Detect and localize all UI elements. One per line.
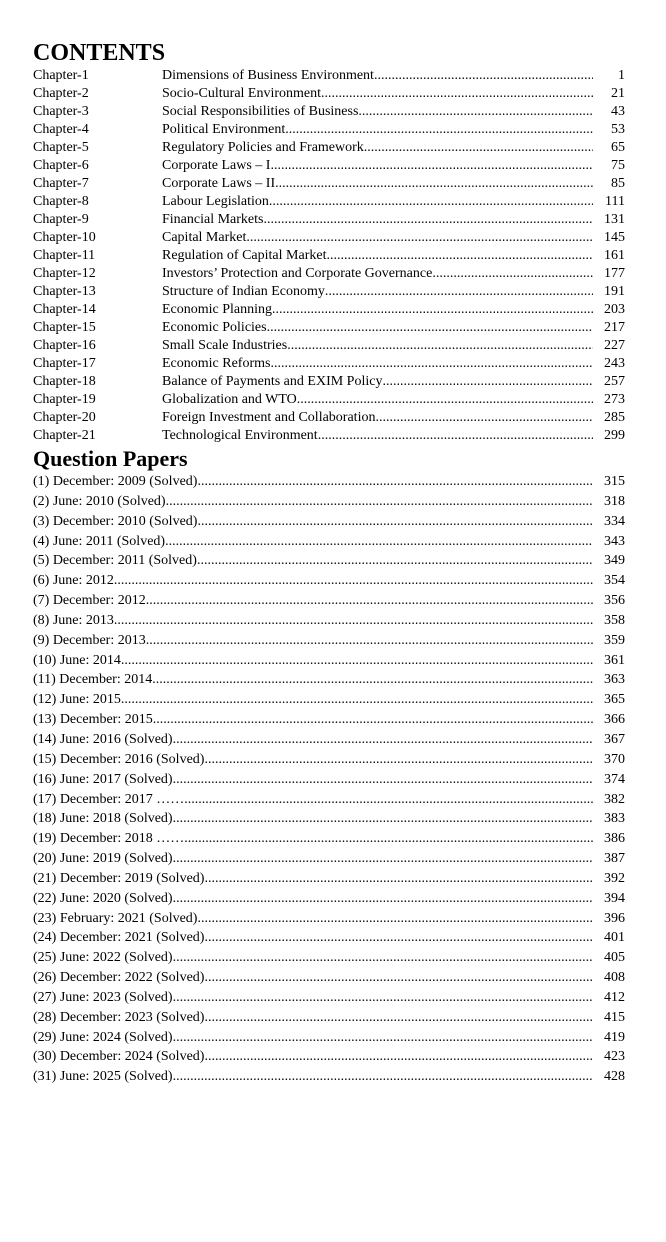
- chapter-entry[interactable]: [33, 337, 625, 355]
- chapter-title: Foreign Investment and Collaboration: [162, 410, 376, 425]
- chapter-label: Chapter-19: [33, 392, 96, 407]
- dot-leader: [146, 591, 593, 611]
- chapter-page-number: 1: [618, 68, 625, 83]
- chapter-label: Chapter-17: [33, 356, 96, 371]
- dot-leader: [197, 472, 593, 492]
- dot-leader: [146, 631, 593, 651]
- dot-leader: [432, 265, 593, 283]
- question-paper-entry[interactable]: [33, 869, 625, 889]
- chapter-entry[interactable]: [33, 265, 625, 283]
- question-paper-entry[interactable]: [33, 809, 625, 829]
- question-paper-entry[interactable]: [33, 631, 625, 651]
- dot-leader: [287, 337, 593, 355]
- chapter-label: Chapter-12: [33, 266, 96, 281]
- dot-leader: [173, 889, 593, 909]
- question-paper-entry[interactable]: [33, 512, 625, 532]
- chapter-entry[interactable]: [33, 193, 625, 211]
- question-paper-page-number: 374: [604, 771, 625, 787]
- dot-leader: [204, 968, 593, 988]
- question-paper-page-number: 365: [604, 692, 625, 708]
- question-papers-heading: Question Papers: [33, 446, 188, 471]
- chapter-page-number: 257: [604, 374, 625, 389]
- chapter-label: Chapter-1: [33, 68, 89, 83]
- chapter-title: Corporate Laws – II: [162, 176, 276, 191]
- chapter-entry[interactable]: [33, 175, 625, 193]
- dot-leader: [114, 611, 593, 631]
- dot-leader: [153, 710, 593, 730]
- chapter-title: Capital Market: [162, 230, 247, 245]
- chapter-page-number: 53: [611, 122, 625, 137]
- question-paper-entry[interactable]: [33, 591, 625, 611]
- question-paper-title: (26) December: 2022 (Solved): [33, 970, 205, 986]
- question-paper-title: (19) December: 2018 ……..: [33, 831, 192, 847]
- question-paper-entry[interactable]: [33, 532, 625, 552]
- dot-leader: [173, 809, 593, 829]
- chapter-title: Regulation of Capital Market: [162, 248, 327, 263]
- question-paper-page-number: 370: [604, 751, 625, 767]
- dot-leader: [325, 283, 593, 301]
- dot-leader: [165, 532, 593, 552]
- dot-leader: [326, 247, 593, 265]
- chapter-title: Balance of Payments and EXIM Policy: [162, 374, 383, 389]
- question-paper-entry[interactable]: [33, 988, 625, 1008]
- dot-leader: [173, 849, 593, 869]
- question-paper-title: (24) December: 2021 (Solved): [33, 930, 205, 946]
- question-paper-title: (1) December: 2009 (Solved): [33, 474, 198, 489]
- chapter-page-number: 217: [604, 320, 625, 335]
- dot-leader: [270, 355, 593, 373]
- chapter-label: Chapter-18: [33, 374, 96, 389]
- chapter-page-number: 161: [604, 248, 625, 263]
- question-paper-page-number: 392: [604, 870, 625, 886]
- chapter-title: Small Scale Industries: [162, 338, 288, 353]
- question-paper-page-number: 334: [604, 513, 625, 529]
- question-paper-title: (12) June: 2015: [33, 692, 121, 708]
- dot-leader: [204, 869, 593, 889]
- dot-leader: [263, 211, 593, 229]
- dot-leader: [173, 1028, 593, 1048]
- question-paper-page-number: 401: [604, 930, 625, 946]
- question-paper-title: (7) December: 2012: [33, 593, 146, 609]
- dot-leader: [204, 1047, 593, 1067]
- chapter-label: Chapter-10: [33, 230, 96, 245]
- question-paper-title: (28) December: 2023 (Solved): [33, 1009, 205, 1025]
- question-paper-entry[interactable]: [33, 829, 625, 849]
- question-paper-entry[interactable]: [33, 909, 625, 929]
- question-paper-page-number: 386: [604, 831, 625, 847]
- question-paper-page-number: 359: [604, 632, 625, 648]
- question-paper-title: (4) June: 2011 (Solved): [33, 533, 166, 549]
- question-paper-entry[interactable]: [33, 770, 625, 790]
- dot-leader: [246, 229, 593, 247]
- chapter-label: Chapter-16: [33, 338, 96, 353]
- chapter-page-number: 43: [611, 104, 625, 119]
- question-paper-title: (11) December: 2014: [33, 672, 153, 688]
- chapter-title: Structure of Indian Economy: [162, 284, 325, 299]
- question-paper-page-number: 358: [604, 612, 625, 628]
- question-paper-title: (10) June: 2014: [33, 652, 121, 668]
- chapter-entry[interactable]: [33, 391, 625, 409]
- question-paper-entry[interactable]: [33, 1008, 625, 1028]
- question-paper-title: (8) June: 2013: [33, 612, 114, 628]
- dot-leader: [382, 373, 593, 391]
- contents-heading: CONTENTS: [33, 40, 166, 66]
- question-paper-page-number: 412: [604, 989, 625, 1005]
- dot-leader: [191, 790, 593, 810]
- chapter-entry[interactable]: [33, 373, 625, 391]
- question-paper-page-number: 394: [604, 890, 625, 906]
- question-paper-page-number: 382: [604, 791, 625, 807]
- chapter-page-number: 131: [604, 212, 625, 227]
- question-paper-title: (16) June: 2017 (Solved): [33, 771, 173, 787]
- dot-leader: [297, 391, 593, 409]
- chapter-page-number: 227: [604, 338, 625, 353]
- chapter-entry[interactable]: [33, 247, 625, 265]
- question-paper-title: (17) December: 2017 ……..: [33, 791, 192, 807]
- dot-leader: [204, 928, 593, 948]
- chapter-title: Dimensions of Business Environment: [162, 68, 374, 83]
- question-paper-entry[interactable]: [33, 928, 625, 948]
- question-paper-page-number: 349: [604, 553, 625, 569]
- question-paper-title: (13) December: 2015: [33, 712, 153, 728]
- dot-leader: [275, 175, 593, 193]
- question-paper-entry[interactable]: [33, 571, 625, 591]
- question-paper-entry[interactable]: [33, 889, 625, 909]
- question-paper-entry[interactable]: [33, 472, 625, 492]
- chapter-page-number: 21: [611, 86, 625, 101]
- question-paper-page-number: 318: [604, 493, 625, 509]
- dot-leader: [152, 670, 593, 690]
- dot-leader: [318, 427, 593, 445]
- dot-leader: [375, 409, 593, 427]
- question-paper-title: (20) June: 2019 (Solved): [33, 851, 173, 867]
- question-paper-title: (21) December: 2019 (Solved): [33, 870, 205, 886]
- chapter-entry[interactable]: [33, 103, 625, 121]
- chapter-label: Chapter-8: [33, 194, 89, 209]
- chapter-title: Financial Markets: [162, 212, 264, 227]
- chapter-entry[interactable]: [33, 211, 625, 229]
- chapter-label: Chapter-5: [33, 140, 89, 155]
- dot-leader: [285, 121, 593, 139]
- chapter-label: Chapter-3: [33, 104, 89, 119]
- question-paper-page-number: 423: [604, 1049, 625, 1065]
- chapter-title: Labour Legislation: [162, 194, 269, 209]
- chapter-entry[interactable]: [33, 301, 625, 319]
- question-paper-page-number: 383: [604, 811, 625, 827]
- question-paper-title: (9) December: 2013: [33, 632, 146, 648]
- chapter-entry[interactable]: [33, 319, 625, 337]
- chapter-label: Chapter-20: [33, 410, 96, 425]
- chapter-label: Chapter-9: [33, 212, 89, 227]
- chapter-page-number: 111: [605, 194, 625, 209]
- question-paper-entry[interactable]: [33, 670, 625, 690]
- chapter-label: Chapter-21: [33, 428, 96, 443]
- dot-leader: [358, 103, 593, 121]
- dot-leader: [173, 730, 593, 750]
- question-paper-page-number: 387: [604, 851, 625, 867]
- chapter-page-number: 285: [604, 410, 625, 425]
- dot-leader: [173, 1067, 593, 1087]
- question-paper-title: (15) December: 2016 (Solved): [33, 751, 205, 767]
- dot-leader: [121, 651, 593, 671]
- question-paper-title: (31) June: 2025 (Solved): [33, 1069, 173, 1085]
- question-paper-page-number: 367: [604, 731, 625, 747]
- dot-leader: [197, 909, 593, 929]
- dot-leader: [166, 492, 593, 512]
- chapter-page-number: 243: [604, 356, 625, 371]
- chapter-title: Socio-Cultural Environment: [162, 86, 322, 101]
- question-paper-entry[interactable]: [33, 1028, 625, 1048]
- chapter-title: Globalization and WTO: [162, 392, 297, 407]
- chapter-entry[interactable]: [33, 355, 625, 373]
- question-paper-entry[interactable]: [33, 1047, 625, 1067]
- dot-leader: [364, 139, 593, 157]
- dot-leader: [204, 750, 593, 770]
- question-paper-page-number: 366: [604, 712, 625, 728]
- chapter-page-number: 299: [604, 428, 625, 443]
- question-paper-entry[interactable]: [33, 710, 625, 730]
- question-paper-title: (14) June: 2016 (Solved): [33, 731, 173, 747]
- question-paper-title: (18) June: 2018 (Solved): [33, 811, 173, 827]
- question-paper-title: (2) June: 2010 (Solved): [33, 493, 166, 509]
- question-paper-page-number: 408: [604, 970, 625, 986]
- dot-leader: [374, 67, 593, 85]
- question-paper-entry[interactable]: [33, 790, 625, 810]
- chapter-title: Economic Policies: [162, 320, 267, 335]
- dot-leader: [121, 690, 593, 710]
- chapter-entry[interactable]: [33, 121, 625, 139]
- chapter-label: Chapter-13: [33, 284, 96, 299]
- chapter-title: Corporate Laws – I: [162, 158, 271, 173]
- dot-leader: [321, 85, 593, 103]
- question-paper-title: (5) December: 2011 (Solved): [33, 553, 197, 569]
- chapter-page-number: 75: [611, 158, 625, 173]
- chapter-title: Technological Environment: [162, 428, 318, 443]
- chapter-page-number: 191: [604, 284, 625, 299]
- chapter-page-number: 203: [604, 302, 625, 317]
- chapter-title: Political Environment: [162, 122, 286, 137]
- question-paper-page-number: 315: [604, 474, 625, 489]
- chapter-label: Chapter-2: [33, 86, 89, 101]
- question-paper-entry[interactable]: [33, 690, 625, 710]
- question-paper-entry[interactable]: [33, 948, 625, 968]
- question-paper-title: (29) June: 2024 (Solved): [33, 1029, 173, 1045]
- question-paper-page-number: 363: [604, 672, 625, 688]
- question-paper-entry[interactable]: [33, 1067, 625, 1087]
- dot-leader: [114, 571, 593, 591]
- chapter-label: Chapter-15: [33, 320, 96, 335]
- question-paper-title: (25) June: 2022 (Solved): [33, 950, 173, 966]
- question-paper-title: (23) February: 2021 (Solved): [33, 910, 198, 926]
- chapter-entry[interactable]: [33, 283, 625, 301]
- dot-leader: [272, 301, 593, 319]
- chapter-page-number: 85: [611, 176, 625, 191]
- dot-leader: [197, 551, 593, 571]
- chapter-title: Investors’ Protection and Corporate Governance: [162, 266, 433, 281]
- question-paper-page-number: 343: [604, 533, 625, 549]
- chapter-page-number: 177: [604, 266, 625, 281]
- dot-leader: [191, 829, 593, 849]
- chapter-list: [33, 67, 625, 445]
- dot-leader: [269, 193, 593, 211]
- chapter-title: Regulatory Policies and Framework: [162, 140, 364, 155]
- question-paper-title: (22) June: 2020 (Solved): [33, 890, 173, 906]
- question-paper-page-number: 428: [604, 1069, 625, 1085]
- chapter-title: Economic Reforms: [162, 356, 271, 371]
- chapter-label: Chapter-14: [33, 302, 96, 317]
- question-paper-entry[interactable]: [33, 968, 625, 988]
- question-paper-page-number: 405: [604, 950, 625, 966]
- chapter-entry[interactable]: [33, 67, 625, 85]
- question-paper-title: (6) June: 2012: [33, 573, 114, 589]
- question-paper-page-number: 361: [604, 652, 625, 668]
- chapter-label: Chapter-11: [33, 248, 96, 263]
- question-paper-entry[interactable]: [33, 849, 625, 869]
- dot-leader: [204, 1008, 593, 1028]
- dot-leader: [270, 157, 593, 175]
- dot-leader: [173, 948, 593, 968]
- question-paper-page-number: 415: [604, 1009, 625, 1025]
- chapter-entry[interactable]: [33, 157, 625, 175]
- chapter-page-number: 65: [611, 140, 625, 155]
- question-paper-title: (3) December: 2010 (Solved): [33, 513, 198, 529]
- dot-leader: [197, 512, 593, 532]
- question-paper-title: (27) June: 2023 (Solved): [33, 989, 173, 1005]
- question-paper-entry[interactable]: [33, 492, 625, 512]
- question-paper-list: [33, 472, 625, 1087]
- chapter-entry[interactable]: [33, 139, 625, 157]
- dot-leader: [173, 988, 593, 1008]
- question-paper-page-number: 396: [604, 910, 625, 926]
- chapter-title: Economic Planning: [162, 302, 273, 317]
- question-paper-entry[interactable]: [33, 730, 625, 750]
- dot-leader: [173, 770, 593, 790]
- chapter-entry[interactable]: [33, 427, 625, 445]
- chapter-title: Social Responsibilities of Business: [162, 104, 359, 119]
- chapter-page-number: 273: [604, 392, 625, 407]
- question-paper-page-number: 354: [604, 573, 625, 589]
- dot-leader: [267, 319, 593, 337]
- question-paper-page-number: 419: [604, 1029, 625, 1045]
- chapter-page-number: 145: [604, 230, 625, 245]
- question-paper-entry[interactable]: [33, 611, 625, 631]
- chapter-entry[interactable]: [33, 229, 625, 247]
- question-paper-entry[interactable]: [33, 551, 625, 571]
- question-paper-entry[interactable]: [33, 651, 625, 671]
- question-paper-title: (30) December: 2024 (Solved): [33, 1049, 205, 1065]
- chapter-entry[interactable]: [33, 409, 625, 427]
- table-of-contents: [33, 40, 625, 1087]
- question-paper-entry[interactable]: [33, 750, 625, 770]
- chapter-label: Chapter-6: [33, 158, 89, 173]
- chapter-label: Chapter-4: [33, 122, 89, 137]
- chapter-entry[interactable]: [33, 85, 625, 103]
- question-paper-page-number: 356: [604, 593, 625, 609]
- chapter-label: Chapter-7: [33, 176, 89, 191]
